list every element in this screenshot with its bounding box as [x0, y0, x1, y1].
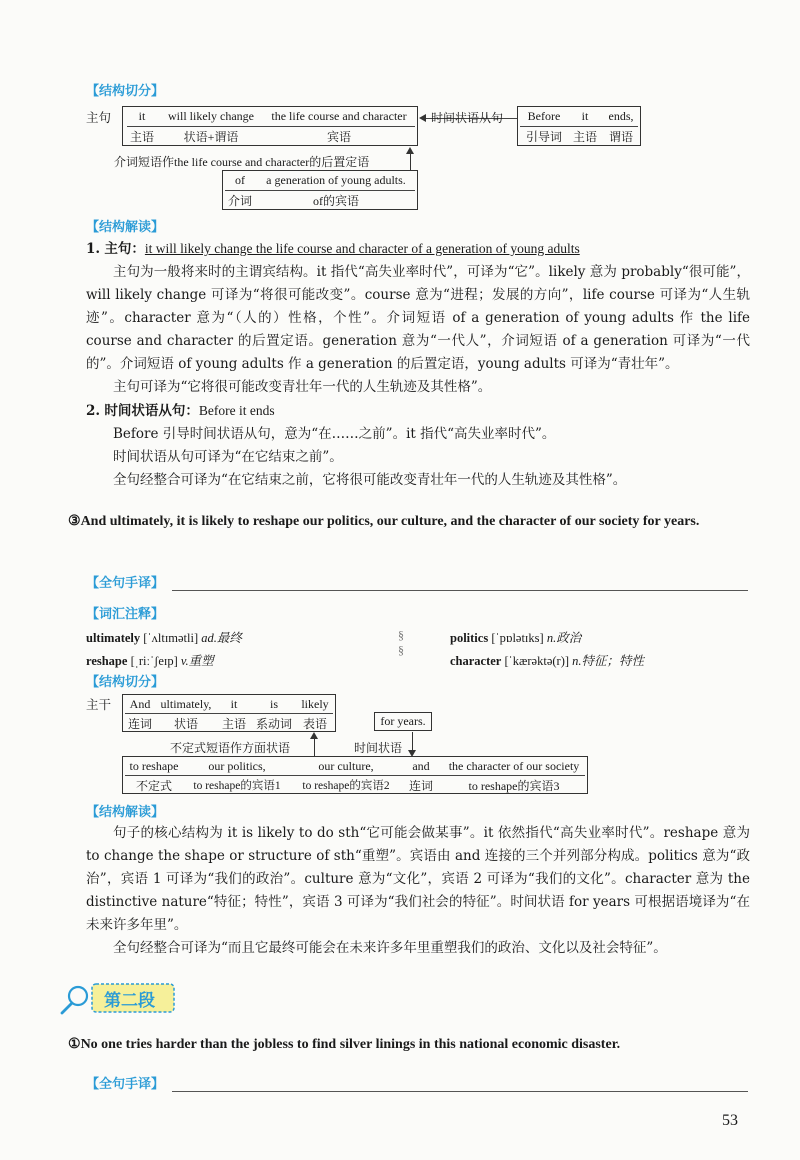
- time-adverbial-word: for years.: [380, 714, 426, 728]
- inf-word-1: to reshape: [129, 759, 179, 773]
- inf-role-3: to reshape的宾语2: [302, 780, 390, 792]
- prep-word-1: of: [235, 173, 245, 187]
- h2-num: 2.: [86, 403, 101, 419]
- sentence-3-num: ③: [68, 514, 81, 529]
- clause-word-1: Before: [527, 109, 561, 123]
- vocab-def: n.政治: [546, 631, 582, 645]
- main-word-2: will likely change: [168, 109, 254, 123]
- vocab-word: character: [450, 654, 502, 668]
- inf-word-4: and: [412, 759, 430, 773]
- read1-section: [86, 237, 750, 492]
- clause-word-2: it: [581, 109, 589, 123]
- time-clause-box: [517, 106, 641, 146]
- inf-role-5: to reshape的宾语3: [468, 779, 560, 793]
- translate-line-2[interactable]: [172, 1091, 748, 1092]
- time-adverbial-label: 时间状语: [354, 741, 403, 755]
- clause-role-1: 引导词: [525, 130, 562, 144]
- inf-role-2: to reshape的宾语1: [193, 780, 281, 792]
- vocab-def: v.重塑: [180, 654, 214, 668]
- translate-line-1[interactable]: [172, 590, 748, 591]
- read1-p5: 全句经整合可译为“在它结束之前，它将很可能改变青壮年一代的人生轨迹及其性格”。: [113, 472, 627, 488]
- trunk-role-4: 系动词: [255, 717, 292, 731]
- trunk-word-1: And: [129, 697, 151, 711]
- main-role-3: 宾语: [326, 130, 351, 144]
- trunk-word-2: ultimately,: [160, 697, 212, 711]
- inf-role-1: 不定式: [135, 779, 172, 793]
- trunk-word-4: is: [269, 697, 278, 711]
- post-modifier-label: 介词短语作the life course and character的后置定语: [114, 155, 370, 169]
- prep-phrase-box: [222, 170, 418, 210]
- inf-label: 不定式短语作方面状语: [170, 741, 291, 755]
- trunk-word-3: it: [230, 697, 238, 711]
- inf-word-5: the character of our society: [448, 759, 580, 773]
- main-role-1: 主语: [129, 130, 154, 144]
- trunk-role-1: 连词: [127, 717, 152, 731]
- sentence-4: [68, 1033, 748, 1057]
- main-word-1: it: [138, 109, 146, 123]
- inf-phrase-box: [122, 756, 588, 794]
- sentence-3: [68, 510, 748, 534]
- vocab-ultimately: [86, 628, 242, 646]
- full-translate-tag-2: 【全句手译】: [86, 1077, 165, 1092]
- clause-role-2: 主语: [572, 130, 597, 144]
- time-adverbial-box: [374, 712, 432, 731]
- main-word-3: the life course and character: [271, 109, 407, 123]
- vocab-phon: [ˈkærəktə(r)]: [504, 654, 570, 668]
- vocab-def: ad.最终: [201, 631, 242, 645]
- sentence-3-text: And ultimately, it is likely to reshape our politics, our culture, and the character of our society for years.: [80, 514, 700, 529]
- main-role-2: 状语+谓语: [183, 130, 239, 144]
- vocab-phon: [ˈpɒlətɪks]: [491, 631, 544, 645]
- read1-p1: 主句为一般将来时的主谓宾结构。it 指代“高失业率时代”，可译为“它”。likely 意为 probably“很可能”，will likely change 可译为“将很可能改变”。course 意为“进程；发展的方向”，life course 可译为“人生轨迹”。character 意为“（人的）性格，个性”。介词短语 of a generation of young adults 作 the life course and character 的后置定语。generation 意为“一代人”，介词短语 of a generation 可译为“一代的”。介词短语 of young adults 作 a generation 的后置定语，young adults 可译为“青壮年”。: [86, 264, 750, 372]
- trunk-role-2: 状语: [173, 717, 198, 731]
- vocab-divider: § §: [398, 628, 404, 657]
- read3-p2: 全句经整合可译为“而且它最终可能会在未来许多年里重塑我们的政治、文化以及社会特征”。: [113, 940, 667, 956]
- main-clause-box: [122, 106, 418, 146]
- read3-p1: 句子的核心结构为 it is likely to do sth“它可能会做某事”。it 依然指代“高失业率时代”。reshape 意为 to change the shape or structure of sth“重塑”。宾语由 and 连接的三个并列部分构成。politics 意为“政治”，宾语 1 可译为“我们的政治”。culture 意为“文化”，宾语 2 可译为“我们的文化”。character 意为 the distinctive nature“特征；特性”，宾语 3 可译为“我们社会的特征”。时间状语 for years 可根据语境译为“在未来许多年里”。: [86, 825, 750, 933]
- read1-p2: 主句可译为“它将很可能改变青壮年一代的人生轨迹及其性格”。: [113, 379, 492, 395]
- h1-num: 1.: [86, 241, 101, 257]
- page-number: 53: [722, 1112, 738, 1129]
- vocab-def: n.特征；特性: [572, 654, 645, 668]
- prep-word-2: a generation of young adults.: [266, 173, 406, 187]
- inf-word-2: our politics,: [208, 759, 266, 773]
- read3-section: [86, 822, 750, 960]
- read1-p3: Before 引导时间状语从句，意为“在……之前”。it 指代“高失业率时代”。: [113, 426, 556, 442]
- sentence-4-num: ①: [68, 1037, 81, 1052]
- structure-read-tag-2: 【结构解读】: [86, 805, 165, 820]
- vocab-phon: [ˈʌltɪmətli]: [143, 631, 199, 645]
- clause-role-3: 谓语: [608, 130, 633, 144]
- trunk-role-3: 主语: [221, 717, 246, 731]
- trunk-box: [122, 694, 336, 732]
- trunk-label: 主干: [86, 698, 112, 712]
- h2-label: 时间状语从句：: [104, 403, 199, 419]
- prep-role-1: 介词: [227, 194, 252, 208]
- h2-sentence: Before it ends: [198, 403, 275, 418]
- vocab-reshape: [86, 651, 214, 669]
- vocab-word: reshape: [86, 654, 128, 668]
- inf-role-4: 连词: [408, 779, 433, 793]
- inf-word-3: our culture,: [318, 759, 374, 773]
- section-title: 第二段: [104, 991, 155, 1011]
- vocab-character: [450, 651, 644, 669]
- h1-label: 主句：: [104, 241, 145, 257]
- trunk-word-5: likely: [301, 697, 329, 711]
- h1-sentence: it will likely change the life course and character of a generation of young adults: [144, 241, 580, 256]
- vocab-tag: 【词汇注释】: [86, 607, 165, 622]
- trunk-role-5: 表语: [302, 717, 327, 731]
- structure-cut-tag: 【结构切分】: [86, 84, 165, 99]
- full-translate-tag-1: 【全句手译】: [86, 576, 165, 591]
- clause-word-3: ends,: [608, 109, 634, 123]
- structure-cut-tag-2: 【结构切分】: [86, 675, 165, 690]
- vocab-word: ultimately: [86, 631, 141, 645]
- main-clause-label: 主句: [86, 111, 112, 125]
- vocab-politics: [450, 628, 581, 646]
- vocab-word: politics: [450, 631, 489, 645]
- vocab-phon: [ˌriːˈʃeɪp]: [130, 654, 178, 668]
- prep-role-2: of的宾语: [313, 194, 359, 208]
- read1-p4: 时间状语从句可译为“在它结束之前”。: [113, 449, 343, 465]
- sentence-4-text: No one tries harder than the jobless to find silver linings in this national economic disaster.: [80, 1037, 621, 1052]
- structure-read-tag: 【结构解读】: [86, 220, 165, 235]
- time-clause-arrow-label: 时间状语从句: [431, 111, 504, 125]
